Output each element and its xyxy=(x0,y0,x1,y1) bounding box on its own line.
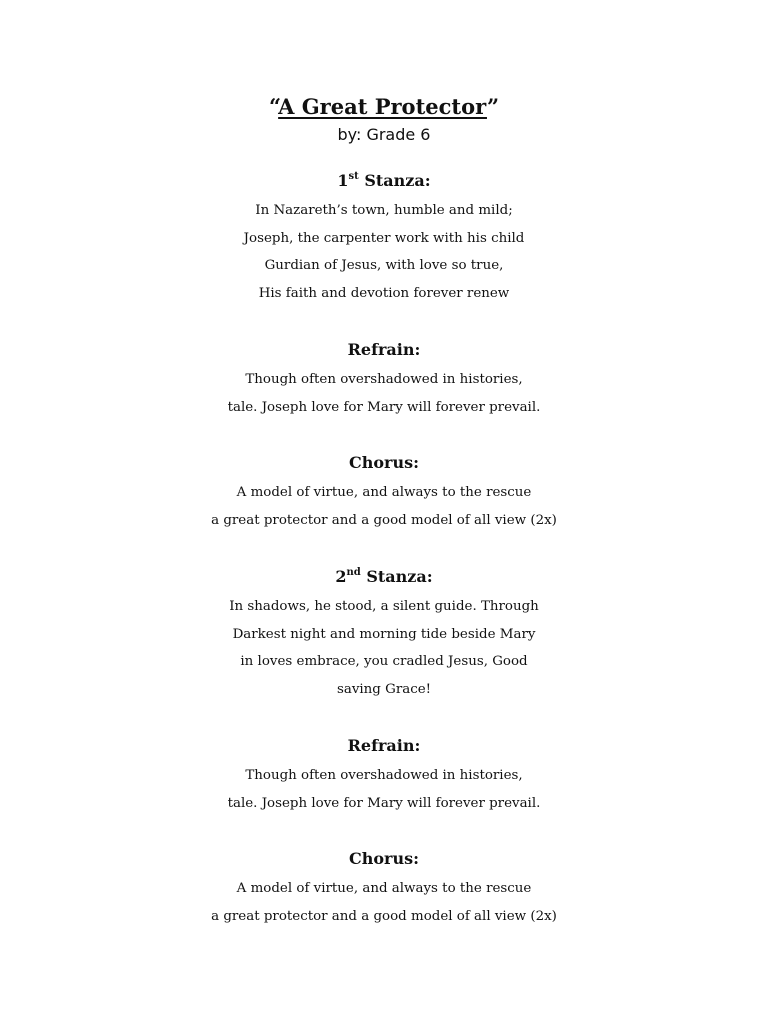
lyric-line: saving Grace! xyxy=(336,681,432,697)
lyric-line: Though often overshadowed in histories, xyxy=(245,768,523,783)
lyric-line: a great protector and a good model of all view (2x) xyxy=(211,512,557,528)
heading-ordinal: st xyxy=(348,170,359,182)
heading-ordinal: nd xyxy=(346,566,361,578)
first-stanza-heading xyxy=(0,170,768,192)
lyric-line: Joseph, the carpenter work with his child xyxy=(243,230,525,246)
chorus-lines xyxy=(0,479,768,534)
heading-label: Stanza: xyxy=(360,567,433,586)
lyric-line: A model of virtue, and always to the rescue xyxy=(236,881,532,896)
chorus-lines xyxy=(0,875,768,930)
lyric-line: His faith and devotion forever renew xyxy=(258,285,510,301)
lyric-line: In Nazareth’s town, humble and mild; xyxy=(255,203,513,218)
title-text: A Great Protector xyxy=(278,94,487,119)
heading-number: 1 xyxy=(337,171,349,190)
refrain-heading: Refrain: xyxy=(347,340,421,359)
lyric-line: tale. Joseph love for Mary will forever prevail. xyxy=(227,399,541,415)
title-close-quote: ” xyxy=(486,94,500,119)
chorus-heading: Chorus: xyxy=(348,453,419,472)
title-open-quote: “ xyxy=(268,94,279,119)
first-stanza-lines xyxy=(0,197,768,307)
chorus-heading: Chorus: xyxy=(348,849,419,868)
second-stanza-lines xyxy=(0,593,768,703)
refrain-lines xyxy=(0,366,768,421)
lyric-line: in loves embrace, you cradled Jesus, Good xyxy=(240,654,528,669)
refrain-heading: Refrain: xyxy=(347,736,421,755)
lyric-line: Though often overshadowed in histories, xyxy=(245,372,523,387)
lyric-line: A model of virtue, and always to the rescue xyxy=(236,485,532,500)
lyric-line: Darkest night and morning tide beside Mary xyxy=(232,626,536,642)
song-title xyxy=(0,94,768,120)
second-stanza-heading xyxy=(0,566,768,588)
heading-label: Stanza: xyxy=(358,171,431,190)
heading-number: 2 xyxy=(335,567,347,586)
lyric-line: Gurdian of Jesus, with love so true, xyxy=(264,258,504,273)
lyric-line: tale. Joseph love for Mary will forever prevail. xyxy=(227,795,541,811)
lyric-line: a great protector and a good model of all view (2x) xyxy=(211,908,557,924)
lyric-line: In shadows, he stood, a silent guide. Through xyxy=(229,599,539,614)
refrain-lines xyxy=(0,762,768,817)
author-line: by: Grade 6 xyxy=(337,125,431,144)
